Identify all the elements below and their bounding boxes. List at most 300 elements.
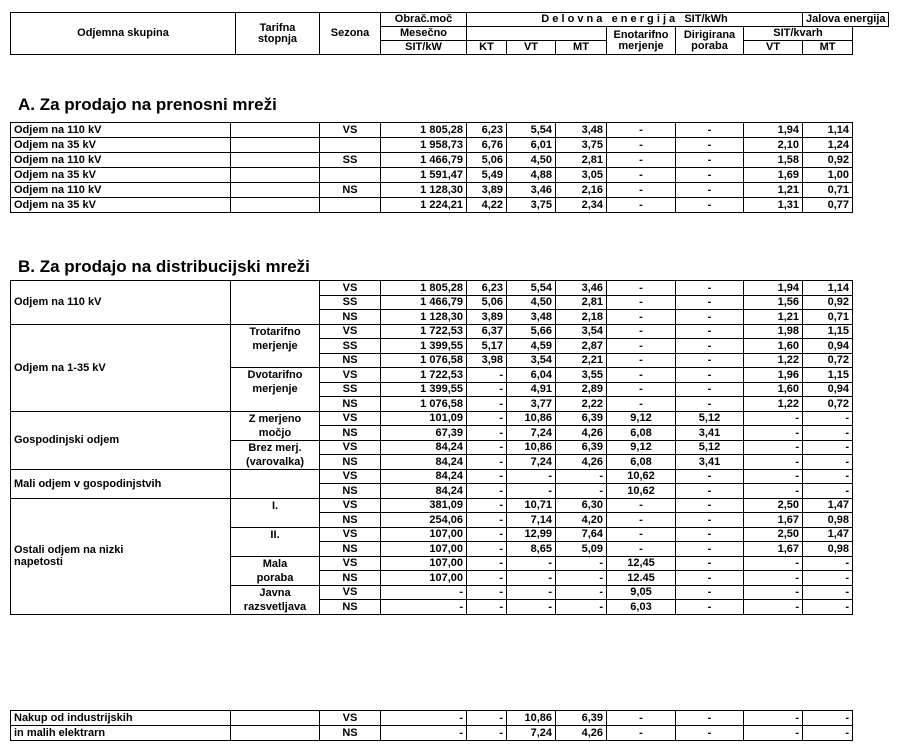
vt-cell: 3,54 (507, 353, 556, 368)
col-header-active-title: D e l o v n a e n e r g i j a SIT/kWh (467, 13, 803, 27)
kt-cell: 5,17 (467, 339, 507, 354)
tariff-label: Dvotarifno (247, 369, 303, 381)
reactive-mt-cell: 1,15 (803, 324, 853, 339)
group-name-cell (11, 498, 231, 614)
group-name-line: Ostali odjem na nizki (14, 544, 124, 556)
reactive-vt-cell: 1,94 (744, 281, 803, 296)
col-header-mt: MT (556, 41, 607, 55)
reactive-vt-cell: 1,98 (744, 324, 803, 339)
single-tariff-cell: - (607, 498, 676, 513)
mt-cell: 6,39 (556, 711, 607, 726)
single-tariff-cell: - (607, 353, 676, 368)
reactive-vt-cell: - (744, 411, 803, 426)
vt-cell: 12,99 (507, 527, 556, 542)
reactive-mt-cell: 0,77 (803, 198, 853, 213)
group-name-cell: Odjem na 35 kV (11, 138, 231, 153)
reactive-mt-cell: - (803, 440, 853, 455)
reactive-mt-cell: - (803, 571, 853, 586)
kt-cell: - (467, 484, 507, 499)
power-cell: 1 076,58 (381, 353, 467, 368)
reactive-vt-cell: - (744, 556, 803, 571)
mt-cell: 2,81 (556, 295, 607, 310)
season-cell (320, 198, 381, 213)
season-cell: NS (320, 484, 381, 499)
tariff-label: Javna (259, 586, 291, 599)
tariff-cell (231, 585, 320, 614)
mt-cell: 3,48 (556, 123, 607, 138)
table-row (11, 168, 889, 183)
reactive-vt-cell: 1,60 (744, 382, 803, 397)
season-cell: NS (320, 726, 381, 741)
single-tariff-cell: - (607, 711, 676, 726)
power-cell: 107,00 (381, 542, 467, 557)
vt-cell: 4,50 (507, 153, 556, 168)
reactive-mt-cell: 0,92 (803, 295, 853, 310)
mt-cell: 6,30 (556, 498, 607, 513)
directed-cell: - (676, 310, 744, 325)
vt-cell: - (507, 585, 556, 600)
tariff-cell (231, 153, 320, 168)
season-cell: NS (320, 542, 381, 557)
group-name-cell: Mali odjem v gospodinjstvih (11, 469, 231, 498)
table-row (11, 411, 889, 426)
single-tariff-cell: - (607, 138, 676, 153)
reactive-mt-cell: 1,14 (803, 281, 853, 296)
col-header-vt: VT (507, 41, 556, 55)
directed-cell: - (676, 556, 744, 571)
col-header-season: Sezona (320, 13, 381, 55)
power-cell: 1 466,79 (381, 295, 467, 310)
kt-cell: - (467, 426, 507, 441)
vt-cell: - (507, 571, 556, 586)
mt-cell: 2,89 (556, 382, 607, 397)
kt-cell: 3,98 (467, 353, 507, 368)
tariff-label: poraba (256, 571, 294, 584)
season-cell: VS (320, 281, 381, 296)
kt-cell: - (467, 440, 507, 455)
directed-cell: - (676, 711, 744, 726)
vt-cell: 6,01 (507, 138, 556, 153)
tariff-cell (231, 198, 320, 213)
mt-cell: 3,55 (556, 368, 607, 383)
vt-cell: 4,88 (507, 168, 556, 183)
single-tariff-cell: - (607, 726, 676, 741)
reactive-mt-cell: 0,72 (803, 397, 853, 412)
single-tariff-cell: - (607, 183, 676, 198)
reactive-mt-cell: 0,94 (803, 382, 853, 397)
tariff-cell (231, 168, 320, 183)
reactive-vt-cell: 1,94 (744, 123, 803, 138)
single-tariff-cell: - (607, 339, 676, 354)
directed-cell: - (676, 397, 744, 412)
single-tariff-cell: - (607, 397, 676, 412)
single-tariff-cell: - (607, 513, 676, 528)
single-tariff-cell: - (607, 382, 676, 397)
kt-cell: - (467, 455, 507, 470)
directed-cell: - (676, 168, 744, 183)
reactive-mt-cell: 0,98 (803, 513, 853, 528)
directed-cell: - (676, 513, 744, 528)
group-name-cell: Odjem na 110 kV (11, 123, 231, 138)
tariff-cell (231, 556, 320, 585)
group-name-cell: Odjem na 110 kV (11, 153, 231, 168)
power-cell: 84,24 (381, 484, 467, 499)
reactive-mt-cell: 1,47 (803, 527, 853, 542)
power-cell: - (381, 585, 467, 600)
power-cell: - (381, 726, 467, 741)
power-cell: 1 722,53 (381, 368, 467, 383)
power-cell: 1 805,28 (381, 281, 467, 296)
section-c-table (10, 710, 889, 741)
reactive-vt-cell: - (744, 455, 803, 470)
vt-cell: 3,48 (507, 310, 556, 325)
directed-cell: - (676, 324, 744, 339)
tariff-cell (231, 183, 320, 198)
reactive-vt-cell: 1,22 (744, 397, 803, 412)
single-tariff-cell: - (607, 542, 676, 557)
kt-cell: - (467, 542, 507, 557)
vt-cell: 5,54 (507, 281, 556, 296)
power-cell: 1 958,73 (381, 138, 467, 153)
directed-cell: 3,41 (676, 455, 744, 470)
season-cell (320, 168, 381, 183)
table-row (11, 281, 889, 296)
kt-cell: - (467, 711, 507, 726)
reactive-vt-cell: 2,50 (744, 498, 803, 513)
reactive-mt-cell: 1,15 (803, 368, 853, 383)
mt-cell: 2,18 (556, 310, 607, 325)
vt-cell: 3,46 (507, 183, 556, 198)
col-header-rmt: MT (803, 41, 853, 55)
directed-cell: 5,12 (676, 440, 744, 455)
power-cell: 254,06 (381, 513, 467, 528)
table-row (11, 711, 889, 726)
season-cell: VS (320, 711, 381, 726)
power-cell: 1 805,28 (381, 123, 467, 138)
kt-cell: - (467, 513, 507, 528)
col-header-active-blank (467, 27, 607, 41)
tariff-label: Trotarifno (249, 325, 301, 338)
power-cell: 107,00 (381, 527, 467, 542)
vt-cell: - (507, 600, 556, 615)
kt-cell: 3,89 (467, 310, 507, 325)
single-tariff-cell: 6,03 (607, 600, 676, 615)
reactive-vt-cell: - (744, 571, 803, 586)
kt-cell: 5,06 (467, 153, 507, 168)
directed-cell: - (676, 498, 744, 513)
reactive-vt-cell: 1,67 (744, 513, 803, 528)
season-cell: SS (320, 382, 381, 397)
kt-cell: 5,49 (467, 168, 507, 183)
season-cell: VS (320, 123, 381, 138)
reactive-mt-cell: - (803, 469, 853, 484)
season-cell: SS (320, 295, 381, 310)
reactive-mt-cell: 0,94 (803, 339, 853, 354)
vt-cell: 8,65 (507, 542, 556, 557)
directed-cell: - (676, 138, 744, 153)
reactive-vt-cell: - (744, 440, 803, 455)
tariff-cell (231, 726, 320, 741)
reactive-vt-cell: 1,69 (744, 168, 803, 183)
season-cell: VS (320, 527, 381, 542)
mt-cell: 4,26 (556, 455, 607, 470)
season-cell: NS (320, 513, 381, 528)
directed-cell: - (676, 542, 744, 557)
table-row (11, 153, 889, 168)
single-tariff-cell: - (607, 153, 676, 168)
mt-cell: 7,64 (556, 527, 607, 542)
reactive-mt-cell: - (803, 726, 853, 741)
vt-cell: 7,24 (507, 726, 556, 741)
season-cell: NS (320, 426, 381, 441)
tariff-cell (231, 281, 320, 325)
reactive-mt-cell: 1,14 (803, 123, 853, 138)
reactive-vt-cell: - (744, 711, 803, 726)
single-tariff-cell: 9,12 (607, 411, 676, 426)
reactive-vt-cell: 1,21 (744, 310, 803, 325)
tariff-label: Z merjeno (248, 412, 302, 425)
mt-cell: - (556, 585, 607, 600)
reactive-vt-cell: 1,60 (744, 339, 803, 354)
directed-cell: - (676, 600, 744, 615)
power-cell: 67,39 (381, 426, 467, 441)
col-header-tariff: Tarifna stopnja (236, 13, 320, 55)
kt-cell: - (467, 571, 507, 586)
reactive-mt-cell: - (803, 426, 853, 441)
season-cell: NS (320, 353, 381, 368)
reactive-mt-cell: - (803, 411, 853, 426)
table-row (11, 498, 889, 513)
col-header-reactive-title: Jalova energija (803, 13, 889, 27)
tariff-label: Brez merj. (248, 441, 302, 454)
reactive-mt-cell: 0,72 (803, 353, 853, 368)
power-cell: 101,09 (381, 411, 467, 426)
col-header-directed: Dirigirana poraba (676, 27, 744, 55)
tariff-cell (231, 469, 320, 498)
kt-cell: 6,23 (467, 281, 507, 296)
kt-cell: 5,06 (467, 295, 507, 310)
tariff-label: Mala (262, 557, 288, 570)
reactive-mt-cell: - (803, 556, 853, 571)
reactive-vt-cell: 1,56 (744, 295, 803, 310)
reactive-vt-cell: 1,31 (744, 198, 803, 213)
vt-cell: 10,71 (507, 498, 556, 513)
table-row (11, 726, 889, 741)
tariff-cell (231, 440, 320, 469)
col-header-power-unit: SIT/kW (381, 41, 467, 55)
reactive-vt-cell: 1,58 (744, 153, 803, 168)
season-cell: VS (320, 585, 381, 600)
reactive-mt-cell: 0,98 (803, 542, 853, 557)
directed-cell: - (676, 368, 744, 383)
power-cell: - (381, 711, 467, 726)
directed-cell: - (676, 353, 744, 368)
table-row (11, 324, 889, 339)
vt-cell: 7,24 (507, 426, 556, 441)
power-cell: 1 399,55 (381, 339, 467, 354)
directed-cell: - (676, 295, 744, 310)
mt-cell: 4,26 (556, 726, 607, 741)
season-cell: SS (320, 339, 381, 354)
power-cell: 1 128,30 (381, 310, 467, 325)
season-cell: VS (320, 556, 381, 571)
vt-cell: 6,04 (507, 368, 556, 383)
group-name-line: napetosti (14, 556, 63, 568)
reactive-vt-cell: - (744, 484, 803, 499)
mt-cell: 2,34 (556, 198, 607, 213)
header-table (10, 12, 889, 55)
directed-cell: - (676, 123, 744, 138)
kt-cell: - (467, 411, 507, 426)
single-tariff-cell: - (607, 527, 676, 542)
section-b-table (10, 280, 889, 615)
mt-cell: 2,16 (556, 183, 607, 198)
mt-cell: 3,75 (556, 138, 607, 153)
tariff-label: razsvetljava (243, 600, 307, 613)
mt-cell: - (556, 571, 607, 586)
vt-cell: - (507, 469, 556, 484)
mt-cell: - (556, 469, 607, 484)
group-name-cell: Odjem na 35 kV (11, 168, 231, 183)
season-cell: NS (320, 183, 381, 198)
mt-cell: - (556, 600, 607, 615)
single-tariff-cell: 6,08 (607, 455, 676, 470)
season-cell: NS (320, 571, 381, 586)
directed-cell: - (676, 484, 744, 499)
vt-cell: 4,50 (507, 295, 556, 310)
power-cell: 107,00 (381, 571, 467, 586)
reactive-mt-cell: 0,71 (803, 183, 853, 198)
tariff-cell (231, 411, 320, 440)
single-tariff-cell: 9,12 (607, 440, 676, 455)
mt-cell: 4,20 (556, 513, 607, 528)
single-tariff-cell: 12,45 (607, 556, 676, 571)
reactive-mt-cell: - (803, 484, 853, 499)
reactive-mt-cell: - (803, 585, 853, 600)
mt-cell: 2,22 (556, 397, 607, 412)
reactive-mt-cell: 1,47 (803, 498, 853, 513)
directed-cell: - (676, 571, 744, 586)
mt-cell: 2,21 (556, 353, 607, 368)
tariff-cell (231, 123, 320, 138)
season-cell: NS (320, 310, 381, 325)
table-row (11, 123, 889, 138)
kt-cell: 6,23 (467, 123, 507, 138)
group-name-cell: Nakup od industrijskih (11, 711, 231, 726)
group-name-cell: in malih elektrarn (11, 726, 231, 741)
kt-cell: - (467, 600, 507, 615)
reactive-vt-cell: 1,22 (744, 353, 803, 368)
tariff-label: močjo (258, 426, 292, 439)
single-tariff-cell: 10,62 (607, 484, 676, 499)
col-header-power-title: Obrač.moč (381, 13, 467, 27)
reactive-vt-cell: 1,67 (744, 542, 803, 557)
mt-cell: - (556, 484, 607, 499)
col-header-power-monthly: Mesečno (381, 27, 467, 41)
mt-cell: 6,39 (556, 440, 607, 455)
section-a-title: A. Za prodajo na prenosni mreži (18, 95, 277, 114)
single-tariff-cell: 12.45 (607, 571, 676, 586)
kt-cell: 4,22 (467, 198, 507, 213)
directed-cell: - (676, 153, 744, 168)
single-tariff-cell: - (607, 198, 676, 213)
reactive-mt-cell: - (803, 600, 853, 615)
power-cell: 1 722,53 (381, 324, 467, 339)
vt-cell: - (507, 484, 556, 499)
season-cell: VS (320, 411, 381, 426)
tariff-label: merjenje (252, 339, 298, 352)
vt-cell: 5,66 (507, 324, 556, 339)
kt-cell: 6,76 (467, 138, 507, 153)
kt-cell: 3,89 (467, 183, 507, 198)
vt-cell: - (507, 556, 556, 571)
reactive-vt-cell: 2,50 (744, 527, 803, 542)
col-header-single: Enotarifno merjenje (607, 27, 676, 55)
reactive-vt-cell: - (744, 469, 803, 484)
kt-cell: - (467, 382, 507, 397)
table-row (11, 183, 889, 198)
kt-cell: - (467, 498, 507, 513)
power-cell: 1 591,47 (381, 168, 467, 183)
power-cell: 1 076,58 (381, 397, 467, 412)
power-cell: 1 224,21 (381, 198, 467, 213)
power-cell: 84,24 (381, 469, 467, 484)
kt-cell: - (467, 397, 507, 412)
mt-cell: 4,26 (556, 426, 607, 441)
group-name-cell: Odjem na 110 kV (11, 281, 231, 325)
kt-cell: - (467, 368, 507, 383)
single-tariff-cell: - (607, 324, 676, 339)
reactive-vt-cell: 2,10 (744, 138, 803, 153)
tariff-cell (231, 368, 320, 412)
directed-cell: - (676, 281, 744, 296)
table-row (11, 138, 889, 153)
tariff-label: (varovalka) (245, 455, 305, 468)
mt-cell: 2,87 (556, 339, 607, 354)
col-header-rvt: VT (744, 41, 803, 55)
season-cell: VS (320, 469, 381, 484)
section-b-title: B. Za prodajo na distribucijski mreži (18, 257, 310, 276)
kt-cell: - (467, 556, 507, 571)
tariff-cell (231, 324, 320, 368)
single-tariff-cell: - (607, 281, 676, 296)
reactive-vt-cell: 1,96 (744, 368, 803, 383)
vt-cell: 3,75 (507, 198, 556, 213)
single-tariff-cell: - (607, 310, 676, 325)
single-tariff-cell: - (607, 295, 676, 310)
reactive-vt-cell: - (744, 726, 803, 741)
single-tariff-cell: 10,62 (607, 469, 676, 484)
group-name-cell: Odjem na 35 kV (11, 198, 231, 213)
reactive-vt-cell: - (744, 600, 803, 615)
tariff-cell (231, 498, 320, 527)
directed-cell: - (676, 183, 744, 198)
season-cell: VS (320, 440, 381, 455)
tariff-cell (231, 527, 320, 556)
power-cell: - (381, 600, 467, 615)
reactive-mt-cell: - (803, 711, 853, 726)
mt-cell: 3,46 (556, 281, 607, 296)
directed-cell: - (676, 726, 744, 741)
season-cell: NS (320, 455, 381, 470)
reactive-mt-cell: 0,71 (803, 310, 853, 325)
col-header-group: Odjemna skupina (11, 13, 236, 55)
kt-cell: - (467, 469, 507, 484)
kt-cell: - (467, 726, 507, 741)
reactive-mt-cell: - (803, 455, 853, 470)
season-cell: VS (320, 324, 381, 339)
power-cell: 381,09 (381, 498, 467, 513)
